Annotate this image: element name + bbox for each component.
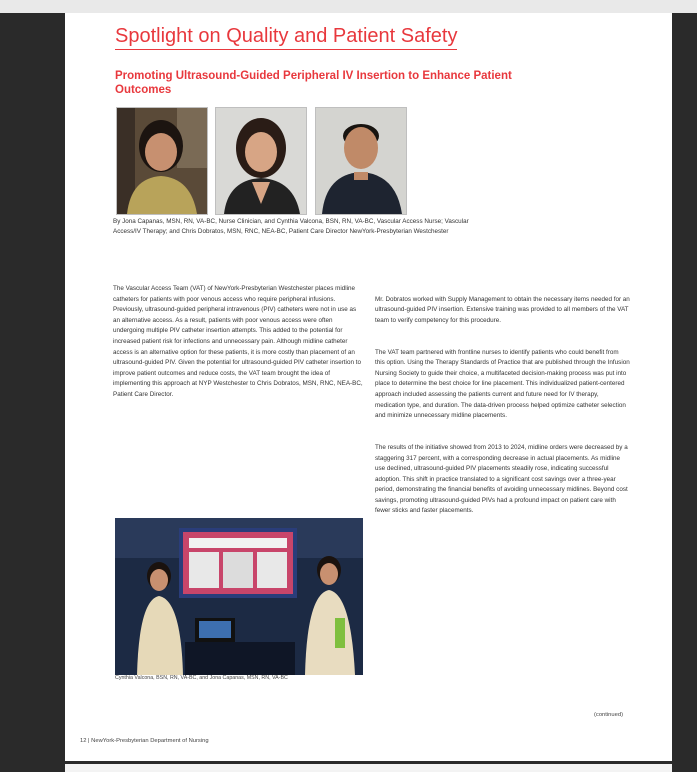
continued-label: (continued) <box>594 712 624 718</box>
article-byline: By Jona Capanas, MSN, RN, VA-BC, Nurse Clinician, and Cynthia Valcona, BSN, RN, VA-BC, Vascular Access Nurse; Vascular Access/IV Therapy; and Chris Dobratos, MSN, RNC, NEA-BC, Patient Care Director NewYork-Presbyterian Westchester <box>113 218 469 235</box>
body-paragraph: The results of the initiative showed from 2013 to 2024, midline orders were decreased by a staggering 317 percent, with a corresponding decrease in actual placements. As midline use declined, ultrasound-guided PIV placements steadily rose, indicating successful adoption. This shift in practice translated to a significant cost savings over a three-year period, demonstrating the financial benefits of avoiding unnecessary midlines. Beyond cost savings, promoting ultrasound-guided PIVs had a profound impact on patient care with fewer sticks and faster placements. <box>375 443 628 515</box>
body-paragraph: The VAT team partnered with frontline nurses to identify patients who could benefit from this option. Using the Therapy Standards of Practice that are published through the Infusion Nursing Society to guide their choice, a multifaceted decision-making process was put into place to determine the best choice for line placement. This individualized patient-centered approach included assessing the patients current and future need for IV therapy, medication type, and duration. The data-driven process helped optimize catheter selection and minimize unnecessary midline placements. <box>375 348 630 420</box>
page-footer: 12 | NewYork-Presbyterian Department of Nursing <box>80 738 209 744</box>
article-subtitle: Promoting Ultrasound-Guided Peripheral IV Insertion to Enhance Patient Outcomes <box>115 70 512 96</box>
body-text-left-column: The Vascular Access Team (VAT) of NewYork-Presbyterian Westchester places midline catheters for patients with poor venous access who require peripheral infusions. Previously, ultrasound-guided peripheral intravenous (PIV) catheters were not in use as an alternative access. As a result, patients with poor venous access were often undergoing multiple PIV catheter insertion attempts. This added to the potential for increased patient risk for infections and unnecessary pain. Although midline catheter access is an alternative option for these patients, it is more costly than placement of an ultrasound-guided PIV. Given the potential for ultrasound-guided PIV catheter insertion to improve patient outcomes and reduce costs, the VAT team brought the idea of implementing this approach at NYP Westchester to Chris Dobratos, MSN, RNC, NEA-BC, Patient Care Director. <box>113 285 363 398</box>
body-paragraph: Mr. Dobratos worked with Supply Management to obtain the necessary items needed for an ultrasound-guided PIV insertion. Extensive training was provided to all members of the VAT team to verify competency for this procedure. <box>375 295 630 324</box>
body-text-right-column <box>375 284 630 538</box>
next-page-edge <box>65 764 672 772</box>
event-photo <box>115 518 363 675</box>
author-photo-2 <box>215 107 307 215</box>
photo-caption: Cynthia Valcona, BSN, RN, VA-BC, and Jona Capanas, MSN, RN, VA-BC <box>115 675 288 681</box>
viewer-top-strip <box>0 0 697 13</box>
author-photo-1 <box>116 107 208 215</box>
author-photo-3 <box>315 107 407 215</box>
document-page <box>65 13 672 761</box>
article-title: Spotlight on Quality and Patient Safety <box>115 25 457 50</box>
